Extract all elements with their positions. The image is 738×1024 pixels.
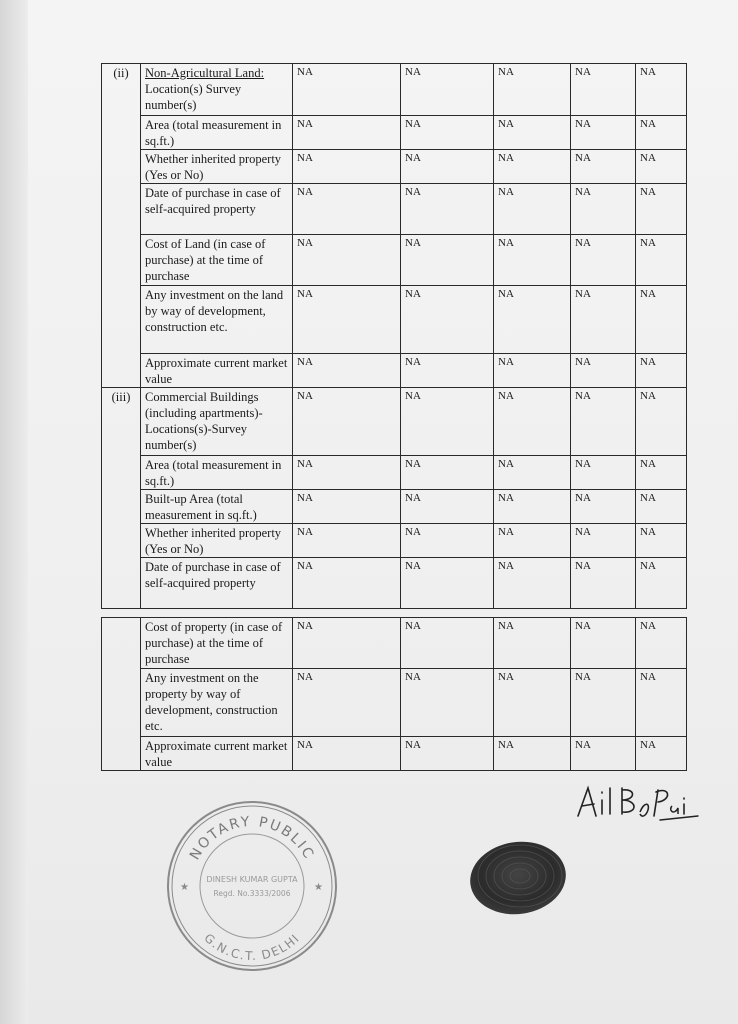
cell-value: NA bbox=[293, 669, 401, 737]
cell-value: NA bbox=[293, 558, 401, 609]
cell-value: NA bbox=[293, 150, 401, 184]
cell-value: NA bbox=[636, 388, 687, 456]
section-number-ii: (ii) bbox=[102, 64, 141, 388]
table-row bbox=[102, 184, 687, 235]
svg-text:★: ★ bbox=[180, 882, 189, 893]
row-label: Approximate current market value bbox=[141, 354, 293, 388]
cell-value: NA bbox=[401, 524, 494, 558]
row-label: Date of purchase in case of self-acquired property bbox=[141, 184, 293, 235]
cell-value: NA bbox=[401, 618, 494, 669]
cell-value: NA bbox=[571, 558, 636, 609]
cell-value: NA bbox=[636, 116, 687, 150]
section-heading-commercial: Commercial Buildings (including apartments)- Locations(s)-Survey number(s) bbox=[141, 388, 293, 456]
cell-value: NA bbox=[494, 558, 571, 609]
svg-text:NOTARY PUBLIC: NOTARY PUBLIC bbox=[186, 813, 318, 863]
table-row bbox=[102, 235, 687, 286]
row-label: Built-up Area (total measurement in sq.ft.) bbox=[141, 490, 293, 524]
cell-value: NA bbox=[293, 524, 401, 558]
table-row bbox=[102, 456, 687, 490]
table-row bbox=[102, 64, 687, 116]
section-number-empty bbox=[102, 618, 141, 771]
cell-value: NA bbox=[571, 235, 636, 286]
row-label: Whether inherited property (Yes or No) bbox=[141, 150, 293, 184]
cell-value: NA bbox=[401, 150, 494, 184]
page-fold-shadow bbox=[0, 0, 28, 1024]
cell-value: NA bbox=[293, 388, 401, 456]
cell-value: NA bbox=[494, 618, 571, 669]
cell-value: NA bbox=[636, 184, 687, 235]
cell-value: NA bbox=[401, 184, 494, 235]
cell-value: NA bbox=[293, 64, 401, 116]
row-label: Date of purchase in case of self-acquired property bbox=[141, 558, 293, 609]
cell-value: NA bbox=[571, 286, 636, 354]
cell-value: NA bbox=[571, 116, 636, 150]
cell-value: NA bbox=[636, 558, 687, 609]
cell-value: NA bbox=[636, 150, 687, 184]
cell-value: NA bbox=[494, 184, 571, 235]
cell-value: NA bbox=[494, 490, 571, 524]
svg-text:Regd. No.3333/2006: Regd. No.3333/2006 bbox=[213, 889, 291, 898]
cell-value: NA bbox=[494, 116, 571, 150]
cell-value: NA bbox=[293, 737, 401, 771]
row-label: Any investment on the land by way of development, construction etc. bbox=[141, 286, 293, 354]
row-label: Area (total measurement in sq.ft.) bbox=[141, 116, 293, 150]
cell-value: NA bbox=[571, 354, 636, 388]
table-row bbox=[102, 524, 687, 558]
cell-value: NA bbox=[401, 354, 494, 388]
cell-value: NA bbox=[401, 64, 494, 116]
cell-value: NA bbox=[401, 116, 494, 150]
row-label bbox=[141, 64, 293, 116]
cell-value: NA bbox=[494, 456, 571, 490]
cell-value: NA bbox=[293, 618, 401, 669]
table-row bbox=[102, 116, 687, 150]
svg-text:DINESH KUMAR GUPTA: DINESH KUMAR GUPTA bbox=[206, 875, 298, 884]
row-label: Cost of property (in case of purchase) at the time of purchase bbox=[141, 618, 293, 669]
cell-value: NA bbox=[494, 737, 571, 771]
row-label: Cost of Land (in case of purchase) at the time of purchase bbox=[141, 235, 293, 286]
cell-value: NA bbox=[401, 388, 494, 456]
cell-value: NA bbox=[401, 456, 494, 490]
cell-value: NA bbox=[636, 618, 687, 669]
row-label: Approximate current market value bbox=[141, 737, 293, 771]
cell-value: NA bbox=[636, 737, 687, 771]
cell-value: NA bbox=[571, 184, 636, 235]
cell-value: NA bbox=[494, 235, 571, 286]
cell-value: NA bbox=[494, 150, 571, 184]
table-row bbox=[102, 286, 687, 354]
cell-value: NA bbox=[401, 558, 494, 609]
cell-value: NA bbox=[494, 669, 571, 737]
cell-value: NA bbox=[636, 490, 687, 524]
cell-value: NA bbox=[293, 456, 401, 490]
cell-value: NA bbox=[494, 354, 571, 388]
cell-value: NA bbox=[401, 737, 494, 771]
cell-value: NA bbox=[636, 235, 687, 286]
cell-value: NA bbox=[293, 184, 401, 235]
cell-value: NA bbox=[636, 64, 687, 116]
cell-value: NA bbox=[636, 286, 687, 354]
svg-text:★: ★ bbox=[314, 882, 323, 893]
table-row bbox=[102, 150, 687, 184]
cell-value: NA bbox=[571, 737, 636, 771]
row-label: Whether inherited property (Yes or No) bbox=[141, 524, 293, 558]
table-row bbox=[102, 558, 687, 609]
section-heading-rest: Location(s) Survey number(s) bbox=[145, 82, 242, 112]
cell-value: NA bbox=[636, 524, 687, 558]
cell-value: NA bbox=[636, 669, 687, 737]
asset-table-part2 bbox=[101, 617, 687, 771]
cell-value: NA bbox=[636, 354, 687, 388]
table-row bbox=[102, 354, 687, 388]
cell-value: NA bbox=[571, 64, 636, 116]
cell-value: NA bbox=[293, 354, 401, 388]
table-row bbox=[102, 618, 687, 669]
notary-stamp bbox=[164, 798, 340, 974]
cell-value: NA bbox=[571, 150, 636, 184]
thumb-impression bbox=[468, 838, 568, 918]
asset-table-part1 bbox=[101, 63, 687, 609]
section-number-iii: (iii) bbox=[102, 388, 141, 609]
table-row bbox=[102, 490, 687, 524]
table-row bbox=[102, 669, 687, 737]
section-heading-non-agricultural: Non-Agricultural Land: bbox=[145, 66, 265, 80]
cell-value: NA bbox=[401, 490, 494, 524]
cell-value: NA bbox=[494, 286, 571, 354]
cell-value: NA bbox=[401, 286, 494, 354]
svg-text:G.N.C.T. DELHI: G.N.C.T. DELHI bbox=[201, 930, 303, 964]
table-row bbox=[102, 388, 687, 456]
cell-value: NA bbox=[571, 618, 636, 669]
cell-value: NA bbox=[571, 456, 636, 490]
cell-value: NA bbox=[636, 456, 687, 490]
cell-value: NA bbox=[571, 669, 636, 737]
cell-value: NA bbox=[293, 490, 401, 524]
cell-value: NA bbox=[401, 235, 494, 286]
cell-value: NA bbox=[494, 524, 571, 558]
cell-value: NA bbox=[293, 235, 401, 286]
cell-value: NA bbox=[494, 388, 571, 456]
handwritten-signature bbox=[574, 780, 702, 824]
cell-value: NA bbox=[571, 388, 636, 456]
row-label: Area (total measurement in sq.ft.) bbox=[141, 456, 293, 490]
cell-value: NA bbox=[494, 64, 571, 116]
cell-value: NA bbox=[293, 286, 401, 354]
cell-value: NA bbox=[401, 669, 494, 737]
cell-value: NA bbox=[571, 490, 636, 524]
cell-value: NA bbox=[571, 524, 636, 558]
cell-value: NA bbox=[293, 116, 401, 150]
row-label: Any investment on the property by way of development, construction etc. bbox=[141, 669, 293, 737]
table-row bbox=[102, 737, 687, 771]
